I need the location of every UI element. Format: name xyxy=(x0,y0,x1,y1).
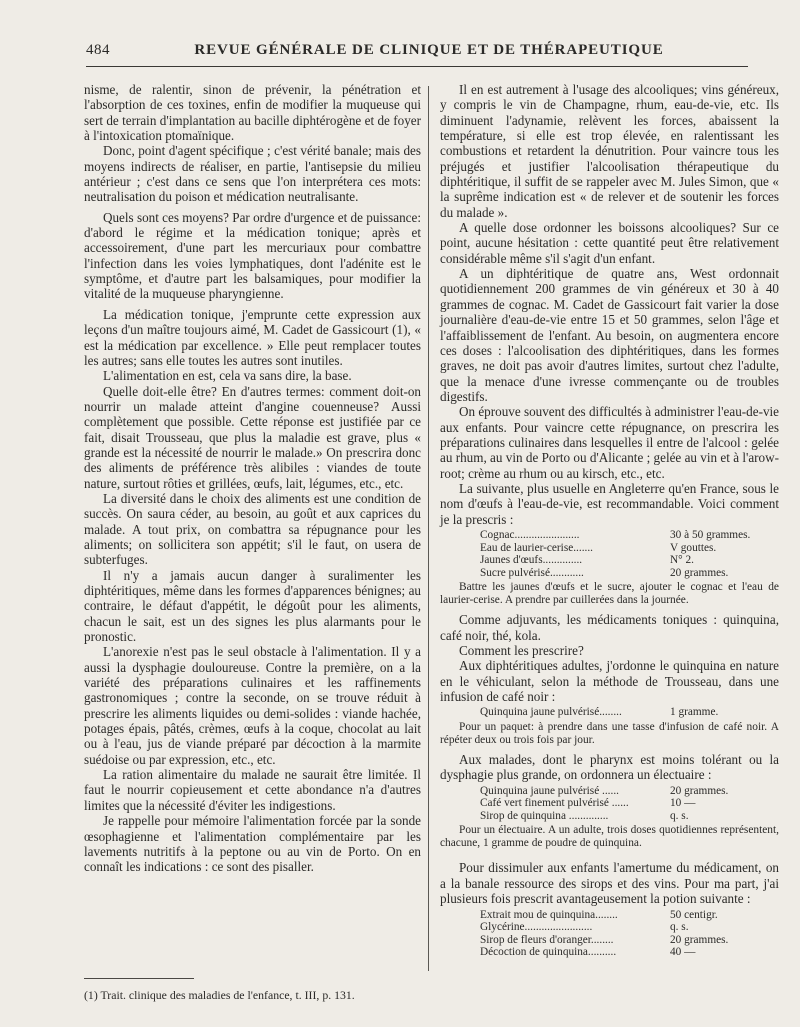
dose: q. s. xyxy=(670,921,689,934)
paragraph: Pour dissimuler aux enfants l'amertume du médicament, on a la banale ressource des sirops et des vins. Pour ma part, j'ai plusieurs fois prescrit avantageusement la potion suivante : xyxy=(440,860,779,907)
running-title: REVUE GÉNÉRALE DE CLINIQUE ET DE THÉRAPEUTIQUE xyxy=(194,41,664,58)
paragraph: nisme, de ralentir, sinon de prévenir, la pénétration et l'absorption de ces toxines, enfin de modifier la muqueuse qui sert de terrain d'implantation au bacille diphtérogène et de foyer à l'intoxication ptomaïnique. xyxy=(84,82,421,144)
prescription-line xyxy=(480,909,728,922)
ingredient: Sirop de fleurs d'oranger........ xyxy=(480,933,614,946)
dose: 10 — xyxy=(670,797,696,810)
dose: 20 grammes. xyxy=(670,784,729,797)
paragraph: Il en est autrement à l'usage des alcooliques; vins généreux, y compris le vin de Champagne, rhum, eau-de-vie, etc. Ils diminuent l'adynamie, relèvent les forces, abaissent la température, si elle est trop élevée, en ralentissant les combustions et retardent la dénutrition. Pour vaincre tous les préjugés et justifier l'alcoolisation thérapeutique du diphtéritique, il suffit de se rappeler avec M. Jules Simon, que « la suprême indication est « de relever et de soutenir les forces du malade ». xyxy=(440,82,779,220)
footnote-rule xyxy=(84,978,194,979)
dose: 50 centigr. xyxy=(670,908,718,921)
prescription-potion xyxy=(480,909,728,959)
prescription-line xyxy=(480,946,728,959)
footnote: (1) Trait. clinique des maladies de l'enfance, t. III, p. 131. xyxy=(84,988,355,1002)
page-header xyxy=(86,38,748,62)
paragraph: Quels sont ces moyens? Par ordre d'urgence et de puissance: d'abord le régime et la médication tonique; après et accessoirement, d'une part les mercuriaux pour combattre l'infection dans les voies lymphatiques, dont l'adénite est le symptôme, et d'autre part les balsamiques, pour modifier la vitalité de la muqueuse pharyngienne. xyxy=(84,209,421,302)
dose: 20 grammes. xyxy=(670,933,729,946)
prescription-line xyxy=(480,934,728,947)
paragraph: Aux malades, dont le pharynx est moins tolérant ou la dysphagie plus grande, on ordonnera un électuaire : xyxy=(440,752,779,783)
prescription-note: Pour un électuaire. A un adulte, trois doses quotidiennes représentent, chacune, 1 gramme de poudre de quinquina. xyxy=(440,824,779,850)
prescription-line xyxy=(480,706,718,719)
paragraph: La suivante, plus usuelle en Angleterre qu'en France, sous le nom d'œufs à l'eau-de-vie, est recommandable. Voici comment je la prescris : xyxy=(440,480,779,527)
prescription-note: Battre les jaunes d'œufs et le sucre, ajouter le cognac et l'eau de laurier-cerise. A prendre par cuillerées dans la journée. xyxy=(440,581,779,607)
ingredient: Cognac....................... xyxy=(480,528,580,541)
paragraph: A quelle dose ordonner les boissons alcooliques? Sur ce point, aucune hésitation : cette quantité peut être relativement considérable même s'il s'agit d'un enfant. xyxy=(440,220,779,266)
paragraph: Aux diphtéritiques adultes, j'ordonne le quinquina en nature en le véhiculant, selon la méthode de Trousseau, dans une infusion de café noir : xyxy=(440,658,779,705)
right-column xyxy=(440,82,779,961)
paragraph: L'alimentation en est, cela va sans dire, la base. xyxy=(103,368,352,384)
ingredient: Glycérine........................ xyxy=(480,921,593,934)
column-divider xyxy=(428,86,429,971)
paragraph: L'anorexie n'est pas le seul obstacle à l'alimentation. Il y a aussi la dysphagie douloureuse. Contre la première, on a la variété des préparations culinaires et les raffinements gastronomiques ; contre la seconde, on se trouve réduit à prescrire les aliments liquides ou demi-solides : viande hachée, potages épais, pâtés, crèmes, œufs à la coque, chocolat au lait ou à l'eau, jus de viande préparé par décoction à la marmite suédoise ou par expression, etc., etc. xyxy=(84,644,421,767)
prescription-line xyxy=(480,797,728,810)
prescription-quinquina xyxy=(480,706,718,719)
dose: 20 grammes. xyxy=(670,566,729,579)
dose: 30 à 50 grammes. xyxy=(670,528,751,541)
paragraph: On éprouve souvent des difficultés à administrer l'eau-de-vie aux enfants. Pour vaincre cette répugnance, on prescrira les préparations culinaires dans lesquelles il entre de l'alcool : gelée au rhum, au vin de Porto ou d'Alicante ; gelée au vin et à l'arow-root; crème au rhum ou au kirsch, etc., etc. xyxy=(440,404,779,481)
page-number: 484 xyxy=(86,41,110,58)
header-rule xyxy=(86,66,748,67)
prescription-line xyxy=(480,785,728,798)
paragraph: La ration alimentaire du malade ne saurait être limitée. Il faut le nourrir copieusement et cette abondance n'a d'autres limites que la nécessité d'éviter les indigestions. xyxy=(84,767,421,813)
paragraph: Comme adjuvants, les médicaments toniques : quinquina, café noir, thé, kola. xyxy=(440,612,779,643)
dose: 1 gramme. xyxy=(670,706,719,719)
prescription-line xyxy=(480,529,750,542)
paragraph: Comment les prescrire? xyxy=(459,643,584,659)
ingredient: Eau de laurier-cerise....... xyxy=(480,541,593,554)
ingredient: Décoction de quinquina.......... xyxy=(480,946,617,959)
prescription-line xyxy=(480,542,750,555)
prescription-line xyxy=(480,567,750,580)
prescription-note: Pour un paquet: à prendre dans une tasse d'infusion de café noir. A répéter deux ou trois fois par jour. xyxy=(440,721,779,746)
paragraph: La diversité dans le choix des aliments est une condition de succès. On saura céder, au besoin, au goût et aux caprices du malade. A tout prix, on combattra sa répugnance pour les aliments; on sollicitera son appétit; s'il le faut, on usera de subterfuges. xyxy=(84,490,421,568)
dose: q. s. xyxy=(670,809,689,822)
paragraph: Quelle doit-elle être? En d'autres termes: comment doit-on nourrir un malade atteint d'angine couenneuse? Aussi complètement que possible. Cette réponse est justifiée par ce fait, disait Trousseau, que plus la maladie est grave, plus « grande est la nécessité de nourrir le malade.» On prescrira donc des aliments de préférence très alibiles : viandes de toute nature, surtout rôties et grillées, œufs, lait, légumes, etc., etc. xyxy=(84,383,421,491)
ingredient: Sucre pulvérisé............ xyxy=(480,566,584,579)
paragraph: A un diphtéritique de quatre ans, West ordonnait quotidiennement 200 grammes de vin généreux et 30 à 40 grammes de cognac. M. Cadet de Gassicourt fait varier la dose journalière d'eau-de-vie entre 15 et 50 grammes, selon l'âge et l'affaiblissement de l'enfant. Au besoin, on augmentera encore ces doses : l'alcoolisation des diphtéritiques, dans les formes graves, ne doit pas avoir d'autres limites, surtout chez l'adulte, que la menace d'une ivresse commençante ou de troubles digestifs. xyxy=(440,266,779,404)
ingredient: Sirop de quinquina .............. xyxy=(480,809,609,822)
prescription-line xyxy=(480,810,728,823)
dose: V gouttes. xyxy=(670,541,717,554)
ingredient: Extrait mou de quinquina........ xyxy=(480,908,618,921)
paragraph: Il n'y a jamais aucun danger à suralimenter les diphtéritiques, même dans les formes d'apparences bénignes; au contraire, le défaut d'appétit, le dégoût pour les aliments, chacun le sait, est un des signes les plus alarmants pour le pronostic. xyxy=(84,567,421,645)
paragraph: Je rappelle pour mémoire l'alimentation forcée par la sonde œsophagienne et l'alimentation complémentaire par les lavements nutritifs à la peptone ou au vin de Porto. On en connaît les indications : ce sont des pisaller. xyxy=(84,813,421,875)
left-column xyxy=(84,82,421,875)
dose: N° 2. xyxy=(670,554,694,567)
dose: 40 — xyxy=(670,946,696,959)
prescription-line xyxy=(480,921,728,934)
prescription-eggs-brandy xyxy=(480,529,750,579)
paragraph: Donc, point d'agent spécifique ; c'est vérité banale; mais des moyens indirects de réaliser, en partie, l'antisepsie du milieu antérieur ; c'est dans ce sens que l'on interprétera ces mots: neutralisation du poison et médication neutralisante. xyxy=(84,143,421,205)
ingredient: Jaunes d'œufs.............. xyxy=(480,554,583,567)
paragraph: La médication tonique, j'emprunte cette expression aux leçons d'un maître toujours aimé, M. Cadet de Gassicourt (1), « est la médication par excellence. » Elle peut remplacer toutes les autres; sans elle toutes les autres sont inutiles. xyxy=(84,306,421,368)
ingredient: Quinquina jaune pulvérisé ...... xyxy=(480,784,619,797)
prescription-electuary xyxy=(480,785,728,823)
ingredient: Café vert finement pulvérisé ...... xyxy=(480,797,629,810)
ingredient: Quinquina jaune pulvérisé........ xyxy=(480,706,622,719)
prescription-line xyxy=(480,554,750,567)
